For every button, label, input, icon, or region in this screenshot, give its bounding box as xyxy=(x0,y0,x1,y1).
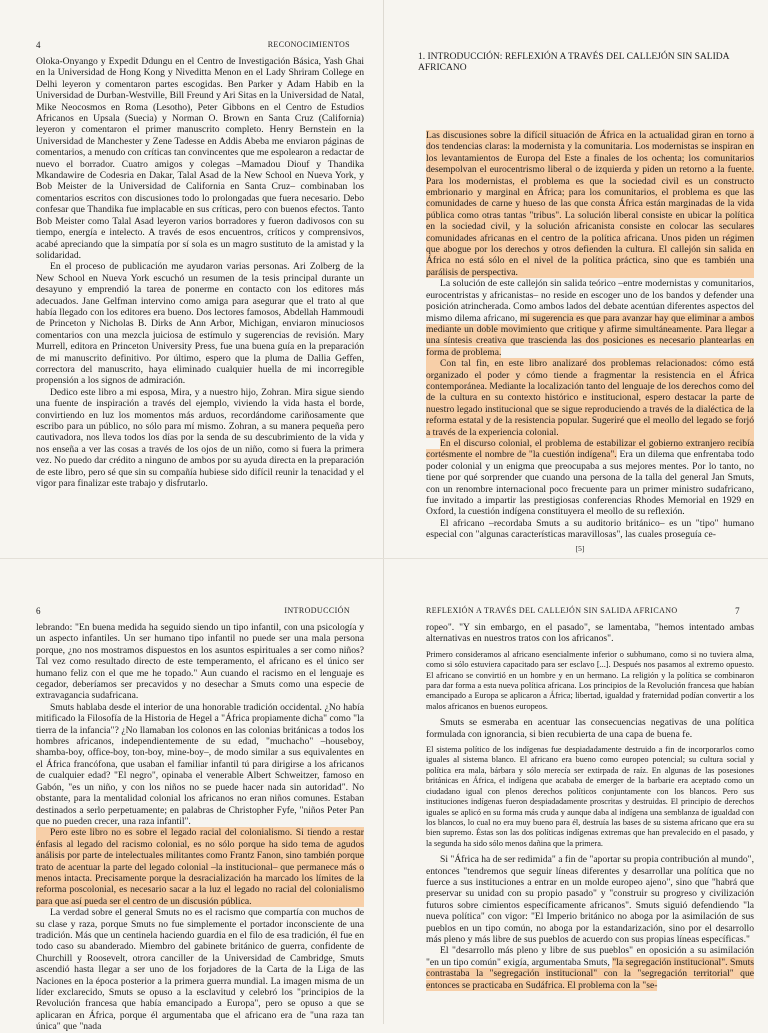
block-quote: El sistema político de los indígenas fue despiadadamente destruido a fin de incorporarlos como iguales al sistema blanco. El africano era bueno como europeo potencial; su cultura social y política era mala, bárbara y sólo merecía ser extirpada de raíz. En algunas de las posesiones británicas en África, el indígena que acababa de emerger de la barbarie era aceptado como un ciudadano igual con plenos derechos políticos conjuntamente con los blancos. Pero sus instituciones indígenas fueron despiadadamente proscritas y destruidas. El principio de derechos iguales se aplicó en su forma más cruda y aunque daba al indígena una semblanza de igualdad con los blancos, lo cual no era muy bueno para él, destruía las bases de su sistema africano que era su bien supremo. Éstas son las dos políticas indígenas extremas que han prevalecido en el pasado, y la segunda ha sido sólo menos dañina que la primera. xyxy=(426,745,754,848)
text-run: La solución de este callejón sin salida teórico –entre modernistas y comunitarios, eurocentristas y africanistas– no reside en escoger uno de los bandos y defender una posición atrincherada. Como ambos lados del debate acentúan diferentes aspectos del mismo dilema africano, xyxy=(426,278,754,324)
scan-seam xyxy=(0,558,768,559)
paragraph: Si "África ha de ser redimida" a fin de "aportar su propia contribución al mundo", entonces "tendremos que seguir líneas diferentes y desarrollar una política que no fuerce a sus instituciones a entrar en un molde europeo ajeno", sino que "habrá que preservar su unidad con su propio pasado" y "construir su progreso y civilización futuros sobre cimientos específicamente africanos". Smuts siguió defendiendo "la nueva política" con vigor: "El Imperio británico no aboga por la asimilación de sus pueblos en un tipo común, no aboga por la estandarización, sino por el desarrollo más pleno y más libre de sus pueblos de acuerdo con sus propias líneas específicas." xyxy=(426,854,754,945)
paragraph: Smuts hablaba desde el interior de una honorable tradición occidental. ¿No había mitificado la Filosofía de la Historia de Hegel a "África propiamente dicha" como "la tierra de la infancia"? ¿No llamaban los colonos en las colonias británicas a todos los hombres africanos, independientemente de su edad, "muchacho" –houseboy, shamba-boy, office-boy, ton-boy, mine-boy–, de modo similar a sus equivalentes en el África francófona, que usaban el familiar infantil tú para dirigirse a los africanos de cualquier edad? "El negro", opinaba el venerable Albert Schweitzer, famoso en Gabón, "es un niño, y con los niños no se puede hacer nada sin autoridad". No obstante, para la mentalidad colonial los africanos no eran niños comunes. Estaban destinados a serlo perpetuamente; en palabras de Christopher Fyfe, "niños Peter Pan que no pueden crecer, una raza infantil". xyxy=(36,701,364,827)
paragraph: En el proceso de publicación me ayudaron varias personas. Ari Zolberg de la New School en Nueva York escuchó un resumen de la tesis principal durante un desayuno y emprendió la tarea de ponerme en contacto con los editores más adecuados. Jane Gelfman intervino como amiga para asegurar que el trato al que había llegado con los editores era bueno. Dos lectores famosos, Abdellah Hammoudi de Princeton y Nicholas B. Dirks de Ann Arbor, Michigan, enviaron minuciosos comentarios con una mezcla juiciosa de estímulo y sugerencias de revisión. Mary Murrell, editora en Princeton University Press, fue una buena guía en la preparación de mi manuscrito definitivo. Por último, espero que la pluma de Dallia Geffen, correctora del manuscrito, haya eliminado cualquier huella de mi incorregible propensión a los signos de admiración. xyxy=(36,261,364,387)
highlighted-paragraph: Las discusiones sobre la difícil situación de África en la actualidad giran en torno a dos tendencias claras: la modernista y la comunitaria. Los modernistas se inspiran en los levantamientos de Europa del Este a finales de los ochenta; los comunitarios desempolvan el eurocentrismo liberal o de izquierda y piden un retorno a la fuente. Para los modernistas, el problema es que la sociedad civil es un constructo embrionario y marginal en África; para los comunitarios, el problema es que las comunidades de carne y hueso de las que consta África están marginadas de la vida pública como otras tantas "tribus". La solución liberal consiste en ubicar la política en la sociedad civil, y la solución africanista consiste en colocar las seculares comunidades africanas en el centro de la política africana. Unos piden un régimen que abogue por los derechos y otros defienden la cultura. El callejón sin salida en África no está sólo en el nivel de la política práctica, sino que es también una parálisis de perspectiva. xyxy=(426,130,754,278)
page-7 xyxy=(396,596,764,1024)
page-6 xyxy=(6,596,374,1033)
chapter-title: 1. INTRODUCCIÓN: REFLEXIÓN A TRAVÉS DEL CALLEJÓN SIN SALIDA AFRICANO xyxy=(418,52,729,73)
highlight: "la segregación institucional". Smuts contrastaba la "segregación institucional" con la "segregación territorial" que entonces se practicaba en Sudáfrica. El problema con la "se- xyxy=(426,956,754,991)
page-4 xyxy=(6,30,374,490)
page-body xyxy=(426,854,754,991)
page-header xyxy=(36,606,350,616)
paragraph xyxy=(426,945,754,991)
text-run: El "desarrollo más pleno y libre de sus pueblos" en oposición a su asimilación "en un tipo común" exigía, argumentaba Smuts, xyxy=(426,945,754,968)
highlight: En el discurso colonial, el problema de estabilizar el gobierno extranjero recibía cortésmente el nombre de "la cuestión indígena". xyxy=(426,437,754,461)
running-head: RECONOCIMIENTOS xyxy=(267,40,350,49)
paragraph: lebrando: "En buena medida ha seguido siendo un tipo infantil, con una psicología y un aspecto infantiles. Un ser humano tipo infantil no puede ser una mala persona porque, ¿no nos mostramos dispuestos en los asuntos espirituales a ser como niños? Tal vez como resultado directo de este temperamento, el africano es el único ser humano feliz con el que me he topado." Aun cuando el racismo en el lenguaje es cegador, deberíamos ser precavidos y no desechar a Smuts como una especie de extravagancia sudafricana. xyxy=(36,622,364,702)
page-header xyxy=(426,606,740,616)
paragraph: El africano –recordaba Smuts a su auditorio británico– es un "tipo" humano especial con "algunas características maravillosas", las cuales proseguía ce- xyxy=(426,517,754,541)
page-body xyxy=(36,622,364,1033)
highlighted-paragraph: Pero este libro no es sobre el legado racial del colonialismo. Si tiendo a restar énfasis al legado del racismo colonial, es no sólo porque ha sido tema de agudos análisis por parte de intelectuales militantes como Frantz Fanon, sino también porque trato de acentuar la parte del legado colonial –la institucional– que permanece más o menos intacta. Precisamente porque la desracialización ha marcado los límites de la reforma poscolonial, es necesario sacar a la luz el legado no racial del colonialismo para que así pueda ser el centro de un discusión pública. xyxy=(36,827,364,907)
page-header xyxy=(36,40,350,50)
page-number: 7 xyxy=(735,606,740,616)
page-body xyxy=(36,56,364,489)
paragraph: La verdad sobre el general Smuts no es el racismo que compartía con muchos de su clase y raza, porque Smuts no fue simplemente el portador inconsciente de una tradición. Más que un centinela haciendo guardia en el filo de esa tradición, él fue en todo caso su abanderado. Miembro del gabinete británico de guerra, confidente de Churchill y Roosevelt, otrora canciller de la Universidad de Cambridge, Smuts ascendió hasta llegar a ser uno de los forjadores de la Carta de la Liga de las Naciones en la época posterior a la primera guerra mundial. La imagen misma de un líder exclarecido, Smuts se opuso a la esclavitud y celebró los "principios de la Revolución francesa que había emancipado a Europa", pero se opuso a que se aplicaran en África, porque él argumentaba que el africano era de "una raza tan única" que "nada xyxy=(36,907,364,1033)
page-5 xyxy=(396,30,764,553)
paragraph: Dedico este libro a mi esposa, Mira, y a nuestro hijo, Zohran. Mira sigue siendo una fuente de inspiración a través del ejemplo, viviendo la vida hasta el borde, convirtiendo en luz los momentos más arduos, recordándome cariñosamente que escribo para un público, no sólo para mí mismo. Zohran, a su manera pequeña pero cautivadora, nos lleva todos los días por la senda de su descubrimiento de la vida y nos enseña a ver las cosas a través de los ojos de un niño, como si fuera la primera vez. No puedo dar crédito a ninguno de ambos por su ayuda directa en la preparación de este libro, pero sé que sin su compañía hubiese sido difícil reunir la tenacidad y el vigor para finalizar este trabajo y disfrutarlo. xyxy=(36,386,364,490)
paragraph: ropeo". "Y sin embargo, en el pasado", se lamentaba, "hemos intentado ambas alternativas en nuestros tratos con los africanos". xyxy=(426,622,754,645)
gutter xyxy=(383,0,384,1024)
running-head: INTRODUCCIÓN xyxy=(284,606,350,615)
highlighted-paragraph: Con tal fin, en este libro analizaré dos problemas relacionados: cómo está organizado el poder y cómo tiende a fragmentar la resistencia en el África contemporánea. Mediante la localización tanto del lenguaje de los derechos como del de la cultura en su contexto histórico e institucional, espero destacar la parte de nuestro legado institucional que se sigue reproduciendo a través de la dialéctica de la reforma estatal y de la resistencia popular. Sugeriré que el meollo del legado se forjó a través de la experiencia colonial. xyxy=(426,358,754,438)
page-body xyxy=(426,717,754,740)
running-head: REFLEXIÓN A TRAVÉS DEL CALLEJÓN SIN SALIDA AFRICANO xyxy=(426,606,678,615)
block-quote: Primero consideramos al africano esencialmente inferior o subhumano, como si no tuviera alma, como si sólo estuviera capacitado para ser esclavo [...]. Después nos pasamos al extremo opuesto. El africano se convirtió en un hombre y en un hermano. La religión y la política se combinaron para dar forma a esta nueva política africana. Los principios de la Revolución francesa que habían emancipado a Europa se aplicaron a África; libertad, igualdad y fraternidad podían convertir a los malos africanos en buenos europeos. xyxy=(426,649,754,711)
paragraph: Oloka-Onyango y Expedit Ddungu en el Centro de Investigación Básica, Yash Ghai en la Universidad de Hong Kong y Niveditta Menon en el Lady Shriram College en Delhi leyeron y comentaron partes escogidas. Ben Parker y Adam Habib en la Universidad de Durban-Westville, Bill Freund y Ari Sitas en la Universidad de Natal, Mike Neocosmos en Roma (Lesotho), Peter Gibbons en el Centro de Estudios Africanos en Upsala (Suecia) y Norman O. Brown en Santa Cruz (California) leyeron y comentaron el primer manuscrito completo. Henry Bernstein en la Universidad de Manchester y Zene Tadesse en Addis Abeba me enviaron páginas de comentarios, a menudo con críticas tan convincentes que me espolearon a redactar de nuevo el borrador. Cuatro amigos y colegas –Mamadou Diouf y Thandika Mkandawire de Codesria en Dakar, Talal Asad de la New School en Nueva York, y Bob Meister de la Universidad de California en Santa Cruz– combinaban los comentarios escritos con discusiones todo lo prolongadas que fuera necesario. Debo confesar que Thandika fue implacable en sus críticas, pero con buenos efectos. Tanto Bob Meister como Talal Asad leyeron varios borradores y fueron dadivosos con su tiempo, energía e intelecto. A través de esos encuentros, críticos y comprensivos, acabé apreciando que la simpatía por sí sola es un magro sustituto de la amistad y la solidaridad. xyxy=(36,56,364,261)
paragraph: Smuts se esmeraba en acentuar las consecuencias negativas de una política formulada con ignorancia, si bien recubierta de una capa de buena fe. xyxy=(426,717,754,740)
page-number: 4 xyxy=(36,40,41,50)
folio: [5] xyxy=(575,543,585,553)
text-run: Era un dilema que enfrentaba todo poder colonial y un enigma que preocupaba a sus mejores mentes. Por lo tanto, no tiene por qué sorprender que cuando una persona de la talla del general Jan Smuts, con un renombre internacional poco frecuente para un primer ministro sudafricano, fue invitado a impartir las prestigiosas conferencias Rhodes Memorial en 1929 en Oxford, la cuestión indígena constituyera el meollo de su reflexión. xyxy=(426,449,755,518)
page-body xyxy=(426,130,754,541)
page-number: 6 xyxy=(36,606,41,616)
paragraph xyxy=(426,278,754,358)
highlight: mi sugerencia es que para avanzar hay que eliminar a ambos mediante un doble movimiento que critique y afirme simultáneamente. Para llegar a una síntesis creativa que trascienda las dos posiciones es necesario plantearlas en forma de problema. xyxy=(426,312,755,358)
paragraph xyxy=(426,438,754,518)
page-body xyxy=(426,622,754,645)
